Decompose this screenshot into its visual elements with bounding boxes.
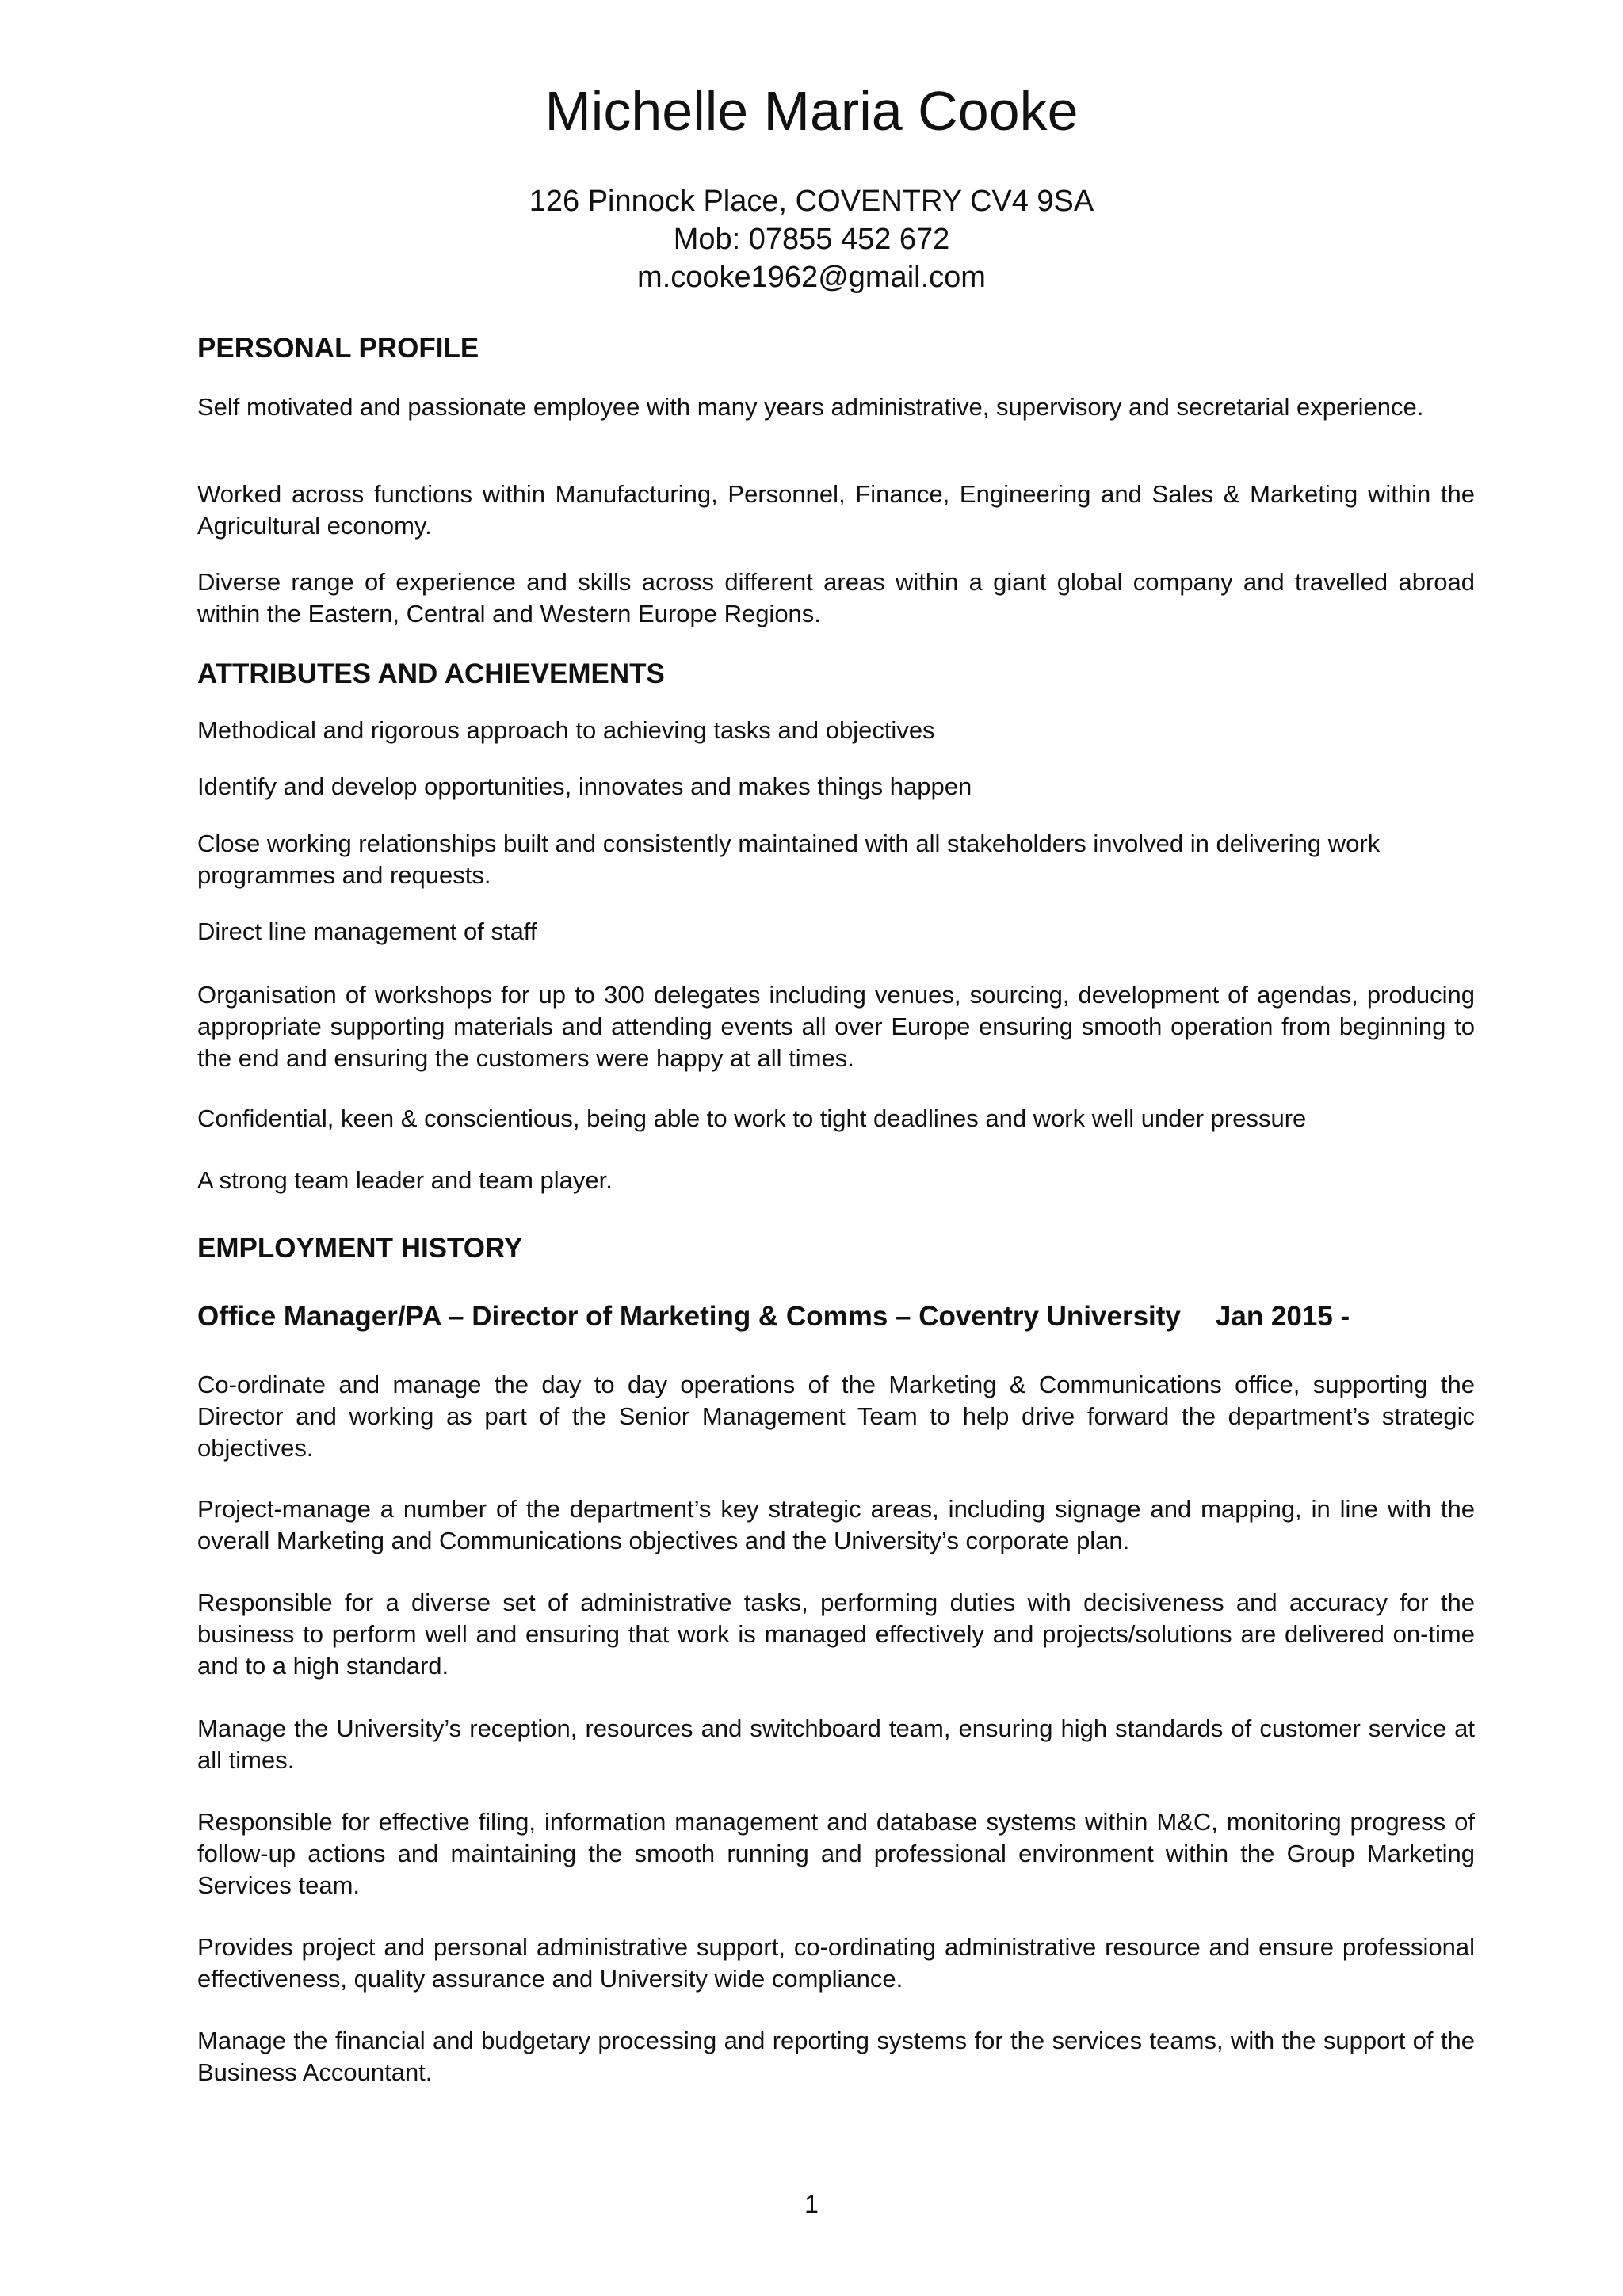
duty-paragraph: Manage the financial and budgetary processing and reporting systems for the services teams, with the support of the Business Accountant. (197, 2027, 1475, 2086)
job-dates: Jan 2015 - (1215, 1301, 1350, 1332)
attribute-item: Identify and develop opportunities, innovates and makes things happen (197, 772, 972, 800)
duty-paragraph: Provides project and personal administrative support, co-ordinating administrative resource and ensure professional effectiveness, quality assurance and University wide compliance. (197, 1933, 1475, 1993)
duty-paragraph: Manage the University’s reception, resources and switchboard team, ensuring high standards of customer service at all times. (197, 1714, 1475, 1774)
email-address: m.cooke1962@gmail.com (637, 261, 986, 294)
job-heading (197, 1300, 1481, 1333)
profile-paragraph: Diverse range of experience and skills across different areas within a giant global company and travelled abroad within the Eastern, Central and Western Europe Regions. (197, 568, 1475, 627)
attribute-item: A strong team leader and team player. (197, 1166, 613, 1194)
attribute-item: Close working relationships built and consistently maintained with all stakeholders involved in delivering work programmes and requests. (197, 830, 1381, 889)
job-title: Office Manager/PA – Director of Marketing & Comms – Coventry University (197, 1301, 1181, 1332)
section-heading-attributes: ATTRIBUTES AND ACHIEVEMENTS (197, 658, 665, 689)
candidate-name: Michelle Maria Cooke (544, 80, 1079, 142)
profile-paragraph: Self motivated and passionate employee with many years administrative, supervisory and secretarial experience. (197, 393, 1424, 421)
address: 126 Pinnock Place, COVENTRY CV4 9SA (529, 185, 1094, 218)
duty-paragraph: Responsible for effective filing, information management and database systems within M&C, monitoring progress of follow-up actions and maintaining the smooth running and professional environment within the Group Marketing Services team. (197, 1808, 1475, 1899)
duty-paragraph: Project-manage a number of the department’s key strategic areas, including signage and mapping, in line with the overall Marketing and Communications objectives and the University’s corporate plan. (197, 1495, 1475, 1554)
attribute-item: Methodical and rigorous approach to achieving tasks and objectives (197, 716, 935, 744)
section-heading-employment: EMPLOYMENT HISTORY (197, 1233, 523, 1264)
duty-paragraph: Co-ordinate and manage the day to day operations of the Marketing & Communications office, supporting the Director and working as part of the Senior Management Team to help drive forward the department’s strategic objectives. (197, 1371, 1475, 1462)
attribute-item: Organisation of workshops for up to 300 delegates including venues, sourcing, development of agendas, producing appropriate supporting materials and attending events all over Europe ensuring smooth operation from beginning to the end and ensuring the customers were happy at all times. (197, 981, 1475, 1072)
attribute-item: Confidential, keen & conscientious, being able to work to tight deadlines and work well under pressure (197, 1104, 1307, 1132)
contact-block (0, 182, 1623, 296)
attribute-item: Direct line management of staff (197, 917, 537, 945)
duty-paragraph: Responsible for a diverse set of administrative tasks, performing duties with decisiveness and accuracy for the business to perform well and ensuring that work is managed effectively and projects/solutions are delivered on-time and to a high standard. (197, 1589, 1475, 1680)
profile-paragraph: Worked across functions within Manufacturing, Personnel, Finance, Engineering and Sales & Marketing within the Agricultural economy. (197, 480, 1475, 540)
section-heading-personal-profile: PERSONAL PROFILE (197, 333, 479, 364)
mobile-number: Mob: 07855 452 672 (673, 223, 950, 256)
page-number: 1 (804, 2190, 819, 2218)
